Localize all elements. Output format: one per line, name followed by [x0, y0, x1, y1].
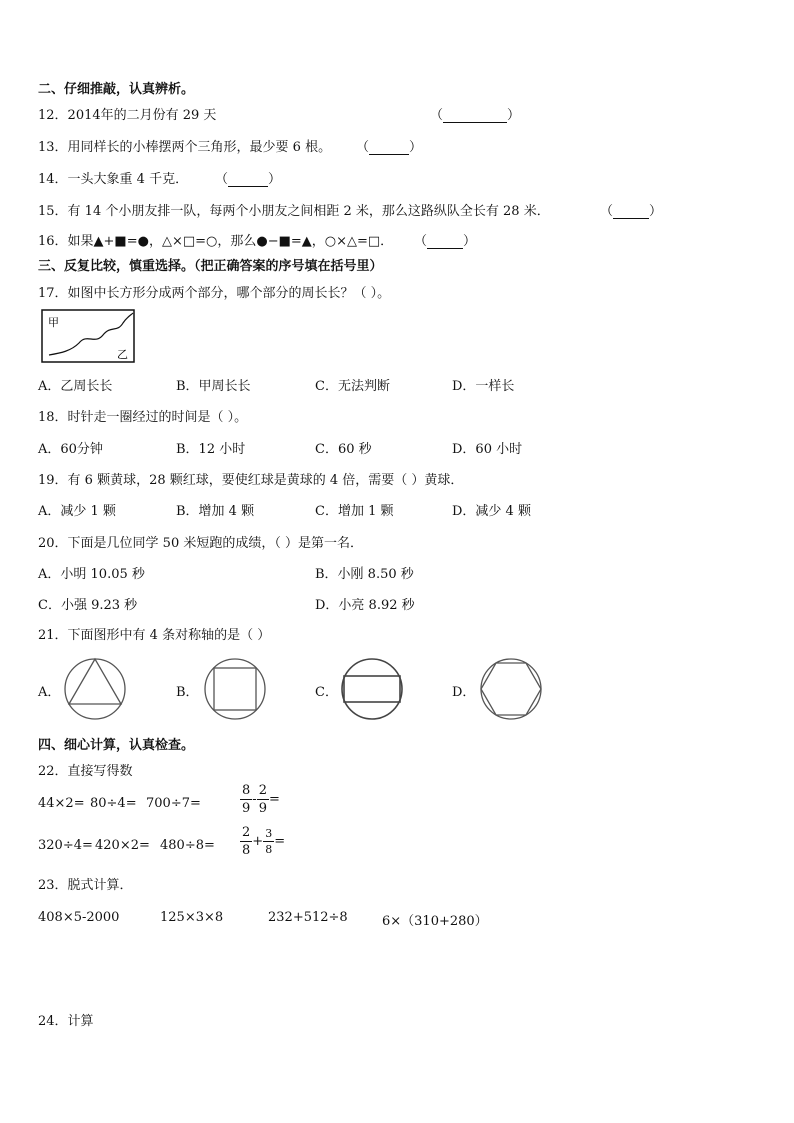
option-21-a[interactable]: A． — [38, 685, 61, 700]
question-13: 13．用同样长的小棒摆两个三角形，最少要 6 根。 — [38, 140, 332, 155]
fraction: $\frac{2}{9}$ — [258, 783, 267, 816]
calc-item: 320÷4= — [38, 838, 93, 853]
region-label-a: 甲 — [48, 316, 59, 329]
circle-hexagon-figure — [478, 657, 544, 721]
option-19-a[interactable]: A．减少 1 颗 — [38, 504, 116, 519]
calc-item: 408×5-2000 — [38, 910, 120, 925]
option-20-d[interactable]: D．小亮 8.92 秒 — [315, 598, 415, 613]
fraction: $\frac{8}{9}$ — [242, 783, 251, 816]
answer-blank[interactable] — [443, 110, 507, 123]
answer-blank[interactable] — [228, 174, 268, 187]
calc-item: 125×3×8 — [160, 910, 224, 925]
question-21: 21．下面图形中有 4 条对称轴的是（ ） — [38, 628, 271, 643]
calc-item: 232+512÷8 — [268, 910, 348, 925]
fraction: $\frac{3}{8}$ — [265, 827, 273, 856]
answer-blank[interactable] — [369, 142, 409, 155]
circle-shape — [342, 659, 402, 719]
option-21-c[interactable]: C． — [315, 685, 338, 700]
question-14: 14．一头大象重 4 千克． — [38, 172, 189, 187]
question-24: 24．计算 — [38, 1014, 94, 1029]
option-20-b[interactable]: B．小刚 8.50 秒 — [315, 567, 414, 582]
option-18-b[interactable]: B．12 小时 — [176, 442, 246, 457]
answer-paren-12: （ ） — [430, 108, 521, 123]
region-label-b: 乙 — [117, 348, 128, 361]
option-18-d[interactable]: D．60 小时 — [452, 442, 523, 457]
calc-item: 44×2= — [38, 796, 85, 811]
circle-triangle-figure — [62, 657, 128, 721]
calc-item: 6×（310+280） — [382, 914, 488, 929]
option-21-b[interactable]: B． — [176, 685, 199, 700]
calc-item: 420×2= — [95, 838, 150, 853]
fraction-expression-1: $\frac{8}{9}$ - $\frac{2}{9}$ = — [242, 783, 280, 816]
circle-square-figure — [202, 657, 268, 721]
circle-rectangle-figure — [339, 657, 405, 721]
question-23: 23．脱式计算． — [38, 878, 133, 893]
rectangle-divided-figure — [41, 309, 136, 364]
question-19: 19．有 6 颗黄球，28 颗红球，要使红球是黄球的 4 倍，需要（ ）黄球． — [38, 473, 464, 488]
question-12: 12．2014年的二月份有 29 天 — [38, 108, 217, 123]
option-21-d[interactable]: D． — [452, 685, 476, 700]
circle-shape — [481, 659, 541, 719]
answer-paren-16: （ ） — [414, 234, 477, 249]
rectangle-shape — [344, 676, 400, 702]
option-17-a[interactable]: A．乙周长长 — [38, 379, 113, 394]
calc-item: 80÷4= — [90, 796, 137, 811]
question-16: 16．如果▲+■=●，△×□=○，那么●−■=▲，○×△=□． — [38, 234, 394, 249]
option-19-b[interactable]: B．增加 4 颗 — [176, 504, 255, 519]
hexagon-shape — [481, 663, 541, 715]
calc-item: 480÷8= — [160, 838, 215, 853]
question-22: 22．直接写得数 — [38, 764, 133, 779]
section-heading-3: 三、反复比较，慎重选择。（把正确答案的序号填在括号里） — [38, 259, 383, 274]
question-18: 18．时针走一圈经过的时间是（ ）。 — [38, 410, 248, 425]
option-19-c[interactable]: C．增加 1 颗 — [315, 504, 394, 519]
fraction-expression-2: $\frac{2}{8}$ + $\frac{3}{8}$ = — [242, 825, 286, 858]
fraction: $\frac{2}{8}$ — [242, 825, 251, 858]
option-20-a[interactable]: A．小明 10.05 秒 — [38, 567, 145, 582]
question-15: 15．有 14 个小朋友排一队，每两个小朋友之间相距 2 米，那么这路纵队全长有 28 米． — [38, 204, 550, 219]
calc-item: 700÷7= — [146, 796, 201, 811]
answer-blank[interactable] — [613, 206, 649, 219]
option-19-d[interactable]: D．减少 4 颗 — [452, 504, 531, 519]
answer-blank[interactable] — [427, 236, 463, 249]
answer-paren-14: （ ） — [215, 172, 282, 187]
option-18-c[interactable]: C．60 秒 — [315, 442, 372, 457]
option-17-b[interactable]: B．甲周长长 — [176, 379, 251, 394]
section-heading-2: 二、仔细推敲，认真辨析。 — [38, 82, 195, 97]
answer-paren-13: （ ） — [356, 140, 423, 155]
option-18-a[interactable]: A．60分钟 — [38, 442, 103, 457]
question-17: 17．如图中长方形分成两个部分，哪个部分的周长长？（ ）。 — [38, 286, 391, 301]
section-heading-4: 四、细心计算，认真检查。 — [38, 738, 195, 753]
option-20-c[interactable]: C．小强 9.23 秒 — [38, 598, 138, 613]
option-17-c[interactable]: C．无法判断 — [315, 379, 390, 394]
question-20: 20．下面是几位同学 50 米短跑的成绩，（ ）是第一名． — [38, 536, 363, 551]
circle-shape — [65, 659, 125, 719]
answer-paren-15: （ ） — [600, 204, 663, 219]
square-shape — [214, 668, 256, 710]
option-17-d[interactable]: D．一样长 — [452, 379, 515, 394]
